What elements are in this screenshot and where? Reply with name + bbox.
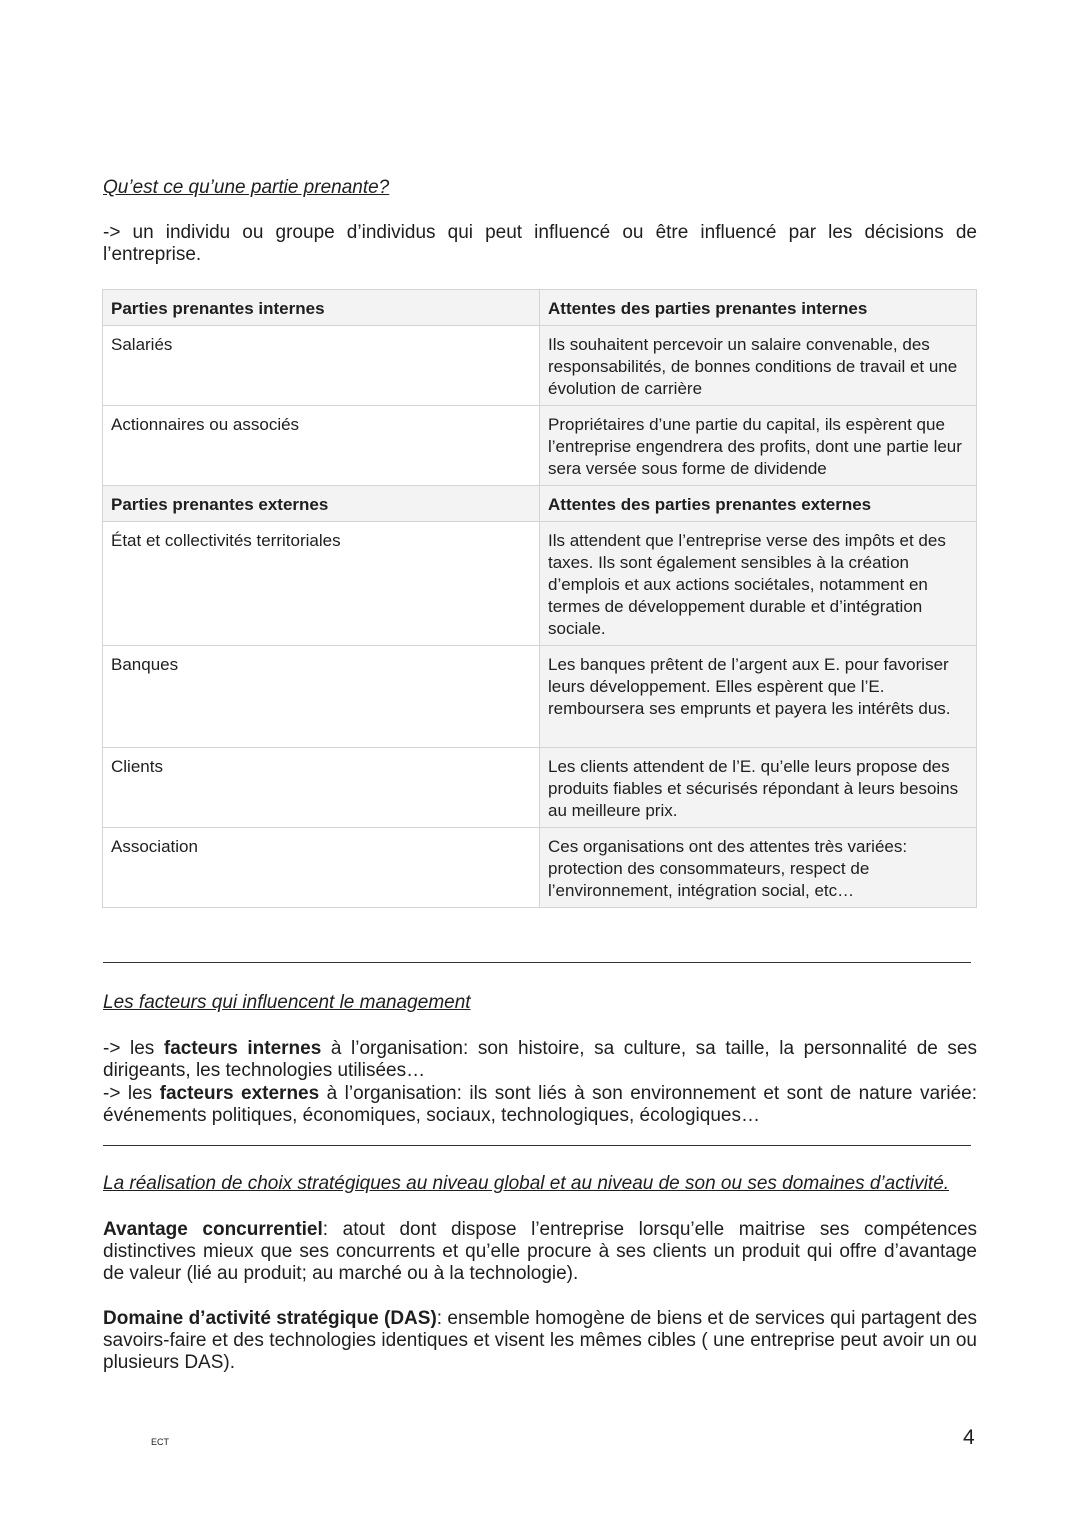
avantage-concurrentiel-text — [103, 1219, 977, 1285]
table-row — [103, 326, 977, 406]
das-text — [103, 1308, 977, 1374]
stakeholder-name: Actionnaires ou associés — [103, 406, 540, 486]
definition-text: -> un individu ou groupe d’individus qui peut influencé ou être influencé par les décisions de l’entreprise. — [103, 222, 977, 265]
table-header-cell: Attentes des parties prenantes internes — [540, 290, 977, 326]
factor-description: à l’organisation: ils sont liés à son environnement et sont de nature variée: événements politiques, économiques, sociaux, technologiques, écologiques… — [103, 1083, 977, 1126]
bold-term: facteurs externes — [159, 1083, 320, 1104]
table-header-cell: Parties prenantes internes — [103, 290, 540, 326]
stakeholder-name: Clients — [103, 748, 540, 828]
arrow-prefix: -> les — [103, 1038, 164, 1059]
internal-factors-text — [103, 1038, 977, 1082]
table-row — [103, 646, 977, 748]
horizontal-divider — [103, 1145, 971, 1146]
stakeholder-expectation: Propriétaires d’une partie du capital, ils espèrent que l’entreprise engendrera des profits, dont une partie leur sera versée sous forme de dividende — [540, 406, 977, 486]
table-row — [103, 748, 977, 828]
bold-term: Avantage concurrentiel — [103, 1219, 323, 1240]
external-factors-text — [103, 1083, 977, 1127]
arrow-prefix: -> les — [103, 1083, 160, 1104]
term-definition: : atout dont dispose l’entreprise lorsqu’elle maitrise ses compétences distinctives mieux que ses concurrents et qu’elle procure à ses clients un produit qui offre d’avantage de valeur (lié au produit; au marché ou à la technologie). — [103, 1219, 978, 1284]
stakeholder-name: Association — [103, 828, 540, 908]
stakeholder-expectation: Ces organisations ont des attentes très variées: protection des consommateurs, respect de l’environnement, intégration social, etc… — [540, 828, 977, 908]
stakeholder-expectation: Les clients attendent de l’E. qu’elle leurs propose des produits fiables et sécurisés répondant à leurs besoins au meilleure prix. — [540, 748, 977, 828]
table-header-cell: Attentes des parties prenantes externes — [540, 486, 977, 522]
horizontal-divider — [103, 962, 971, 963]
stakeholder-name: Salariés — [103, 326, 540, 406]
table-row — [103, 522, 977, 646]
stakeholder-expectation: Ils attendent que l’entreprise verse des impôts et des taxes. Ils sont également sensibles à la création d’emplois et aux actions sociétales, notamment en termes de développement durable et d’intégration sociale. — [540, 522, 977, 646]
stakeholder-expectation: Les banques prêtent de l’argent aux E. pour favoriser leurs développement. Elles espèrent que l’E. remboursera ses emprunts et payera les intérêts dus. — [540, 646, 977, 748]
section-stakeholder-definition — [103, 176, 977, 266]
footer-label: ECT — [151, 1437, 169, 1447]
bold-term: facteurs internes — [163, 1038, 322, 1059]
table-row — [103, 828, 977, 908]
stakeholders-table — [102, 289, 977, 908]
page-number: 4 — [963, 1426, 975, 1449]
term-definition: : ensemble homogène de biens et de services qui partagent des savoirs-faire et des technologies identiques et visent les mêmes cibles ( une entreprise peut avoir un ou plusieurs DAS). — [103, 1308, 977, 1373]
section-management-factors — [103, 991, 977, 1127]
table-header-row — [103, 290, 977, 326]
bold-term: Domaine d’activité stratégique (DAS) — [103, 1308, 437, 1329]
section-strategic-choices — [103, 1172, 977, 1374]
stakeholder-name: État et collectivités territoriales — [103, 522, 540, 646]
section-heading: La réalisation de choix stratégiques au niveau global et au niveau de son ou ses domaines d’activité. — [103, 1173, 950, 1194]
stakeholder-name: Banques — [103, 646, 540, 748]
factor-description: à l’organisation: son histoire, sa culture, sa taille, la personnalité de ses dirigeants, les technologies utilisées… — [103, 1038, 977, 1081]
section-heading: Qu’est ce qu’une partie prenante? — [103, 177, 390, 198]
table-row — [103, 406, 977, 486]
section-heading: Les facteurs qui influencent le management — [103, 992, 471, 1013]
table-header-row — [103, 486, 977, 522]
table-header-cell: Parties prenantes externes — [103, 486, 540, 522]
stakeholder-expectation: Ils souhaitent percevoir un salaire convenable, des responsabilités, de bonnes conditions de travail et une évolution de carrière — [540, 326, 977, 406]
